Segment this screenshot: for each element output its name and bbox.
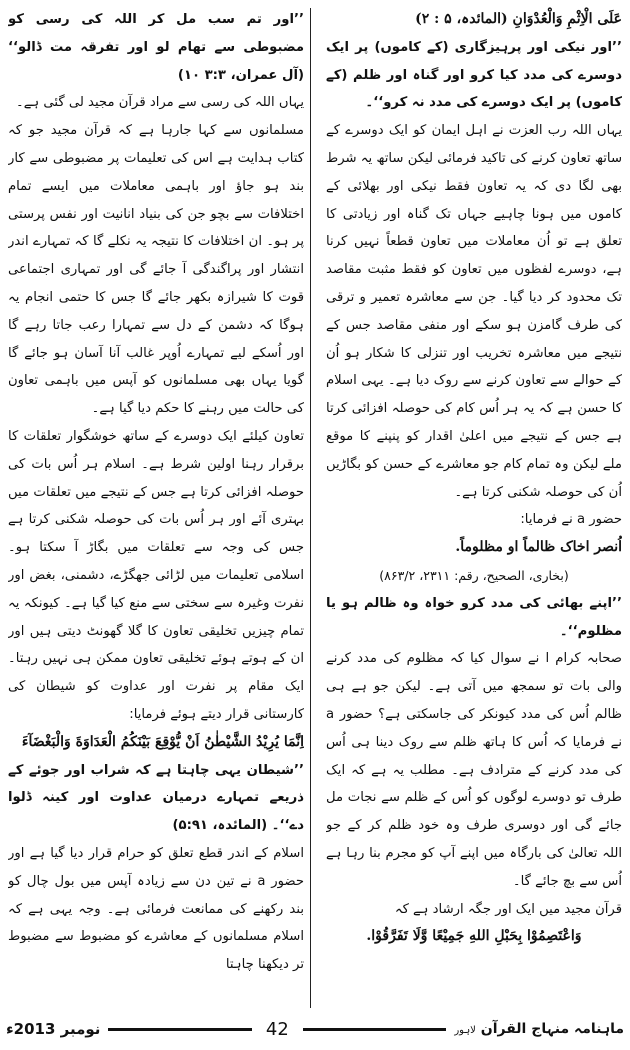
issue-date: نومبر 2013ء: [6, 1020, 101, 1038]
quote-hold-rope: ’’اور تم سب مل کر اللہ کی رسی کو مضبوطی سے تھام لو اور تفرقہ مت ڈالو‘‘ (آل عمران، ۳:۳ ۱۰): [8, 12, 304, 83]
paragraph-cutting-ties: اسلام کے اندر قطع تعلق کو حرام قرار دیا گیا ہے اور حضور a نے تین دن سے زیادہ آپس میں بول چال کو بند رکھنے کی ممانعت فرمائی ہے۔ وجہ یہی ہے کہ اسلام مسلمانوں کے معاشرے کو مضبوط سے مضبوط تر دیکھنا چاہتا: [8, 845, 304, 973]
page-footer: [6, 1016, 624, 1042]
paragraph-companions: صحابہ کرام l نے سوال کیا کہ مظلوم کی مدد کرنے والی بات تو سمجھ میں آتی ہے۔ لیکن جو ہے ہی ظالم اُس کی مدد کیونکر کی جاسکتی ہے؟ حضور a نے فرمایا کہ اُس کا ہاتھ ظلم سے روک دینا ہی اُس کی مدد کرنے کے مترادف ہے۔ مطلب یہ ہے کہ ایک طرف تو دوسرے لوگوں کو اُس کے ظلم سے نجات مل جائے گی اور دوسری طرف وہ خود ظلم کر کے جو اللہ تعالیٰ کی بارگاہ میں اپنے آپ کو مجرم بنا رہا ہے اُس سے بچ جائے گا۔: [326, 651, 622, 889]
translation-cooperation: ’’اور نیکی اور پرہیزگاری (کے کاموں) پر ایک دوسرے کی مدد کیا کرو اور گناہ اور ظلم (کے کاموں) پر ایک دوسرے کی مدد نہ کرو‘‘۔: [326, 39, 622, 111]
arabic-verse-rope: وَاعْتَصِمُوْا بِحَبْلِ اللهِ جَمِيْعًا وَّلَا تَفَرَّقُوْا.: [366, 928, 582, 945]
arabic-verse-ithm: عَلَی الْاِثْمِ وَالْعُدْوَانِ (المائدہ، ۵ : ۲): [415, 11, 622, 27]
paragraph-another-verse: قرآن مجید میں ایک اور جگہ ارشاد ہے کہ: [394, 901, 622, 917]
footer-rule-right: [303, 1028, 447, 1031]
paragraph-rope-meaning: یہاں اللہ کی رسی سے مراد قرآن مجید لی گئی ہے۔: [16, 95, 304, 111]
hadith-reference: (بخاری، الصحیح، رقم: ۲۳۱۱، ۸۶۳/۲): [379, 567, 569, 583]
arabic-verse-shaitan: اِنَّمَا يُرِيْدُ الشَّيْطٰنُ اَنْ يُّوْقِعَ بَيْنَكُمُ الْعَدَاوَةَ وَالْبَغْضَآءَ: [21, 733, 304, 750]
paragraph-unity: مسلمانوں سے کہا جارہا ہے کہ قرآن مجید جو کہ کتاب ہدایت ہے اس کی تعلیمات پر مضبوطی سے کار بند ہو جاؤ اور باہمی معاملات میں ایسے تمام اختلافات سے بچو جن کی بنیاد انانیت اور نفس پرستی پر ہو۔ ان اختلافات کا نتیجہ یہ نکلے گا کہ تمہارے اندر انتشار اور پراگندگی آ جائے گی اور تمہاری اجتماعی قوت کا شیرازہ بکھر جائے گا جس کا حتمی انجام یہ ہوگا کہ دشمن کے دل سے تمہارا رعب جاتا رہے گا اور اُسکے لیے تمہارے اُوپر غالب آنا آسان ہو جائے گا گویا یہاں بھی مسلمانوں کو آپس میں باہمی تعاون کی حالت میں رہنے کا حکم دیا گیا ہے۔: [8, 123, 304, 417]
right-column: [326, 6, 622, 1010]
translation-shaitan: ’’شیطان یہی چاہتا ہے کہ شراب اور جوئے کے ذریعے تمہارے درمیان عداوت اور کینہ ڈلوا دے‘‘۔ (المائدہ، ۵:۹۱): [8, 762, 304, 834]
magazine-city: لاہور: [454, 1025, 476, 1036]
hadith-intro: حضور a نے فرمایا:: [520, 512, 622, 528]
translation-hadith: ’’اپنے بھائی کی مدد کرو خواہ وہ ظالم ہو یا مظلوم‘‘۔: [326, 595, 622, 639]
arabic-hadith: اُنصر اخاک ظالماً او مظلوماً.: [455, 539, 622, 556]
column-divider: [310, 8, 311, 1008]
magazine-title: [454, 1021, 624, 1037]
magazine-page: [8, 6, 622, 1010]
left-column: [8, 6, 304, 1010]
paragraph-relations: تعاون کیلئے ایک دوسرے کے ساتھ خوشگوار تعلقات کا برقرار رہنا اولین شرط ہے۔ اسلام ہر اُس بات کی حوصلہ افزائی کرتا ہے جس کے نتیجے میں تعلقات میں بہتری آئے اور ہر اُس بات کی حوصلہ شکنی کرتا ہے جس کی وجہ سے تعلقات میں بگاڑ آ سکتا ہو۔ اسلامی تعلیمات میں لڑائی جھگڑے، دشمنی، بغض اور نفرت وغیرہ سے سختی سے منع کیا گیا ہے۔ کیونکہ یہ تمام چیزیں تخلیقی تعاون کا گلا گھونٹ دیتی ہیں اور ان کے ہوتے ہوئے تخلیقی تعاون ممکن ہی نہیں رہتا۔ ایک مقام پر نفرت اور عداوت کو شیطان کی کارستانی قرار دیتے ہوئے فرمایا:: [8, 428, 304, 722]
footer-rule-left: [108, 1028, 252, 1031]
magazine-name: ماہنامہ منہاج القرآن: [480, 1021, 625, 1037]
page-number: 42: [265, 1018, 289, 1040]
paragraph-cooperation: یہاں اللہ رب العزت نے اہل ایمان کو ایک دوسرے کے ساتھ تعاون کرنے کی تاکید فرمائی لیکن ساتھ یہ شرط بھی لگا دی کہ یہ تعاون فقط نیکی اور بھلائی کے کاموں میں ہونا چاہیے جہاں تک گناہ اور زیادتی کا تعلق ہے تو اُن معاملات میں تعاون قطعاً نہیں کرنا ہے، دوسرے لفظوں میں تعاون کو فقط مثبت مقاصد تک محدود کر دیا گیا۔ جن سے معاشرہ تعمیر و ترقی کی طرف گامزن ہو سکے اور منفی مقاصد جس کے نتیجے میں معاشرہ تخریب اور تنزلی کا شکار ہو اُن کے حوالے سے تعاون کرنے سے روک دیا ہے۔ یہی اسلام کا حسن ہے کہ یہ ہر اُس کام کی حوصلہ افزائی کرتا ہے جس کے نتیجے میں اعلیٰ اقدار کو پنپنے کا موقع ملے لیکن وہ تمام کام جو معاشرے کے حسن کو بگاڑیں اُن کی حوصلہ شکنی کرتا ہے۔: [326, 123, 622, 500]
